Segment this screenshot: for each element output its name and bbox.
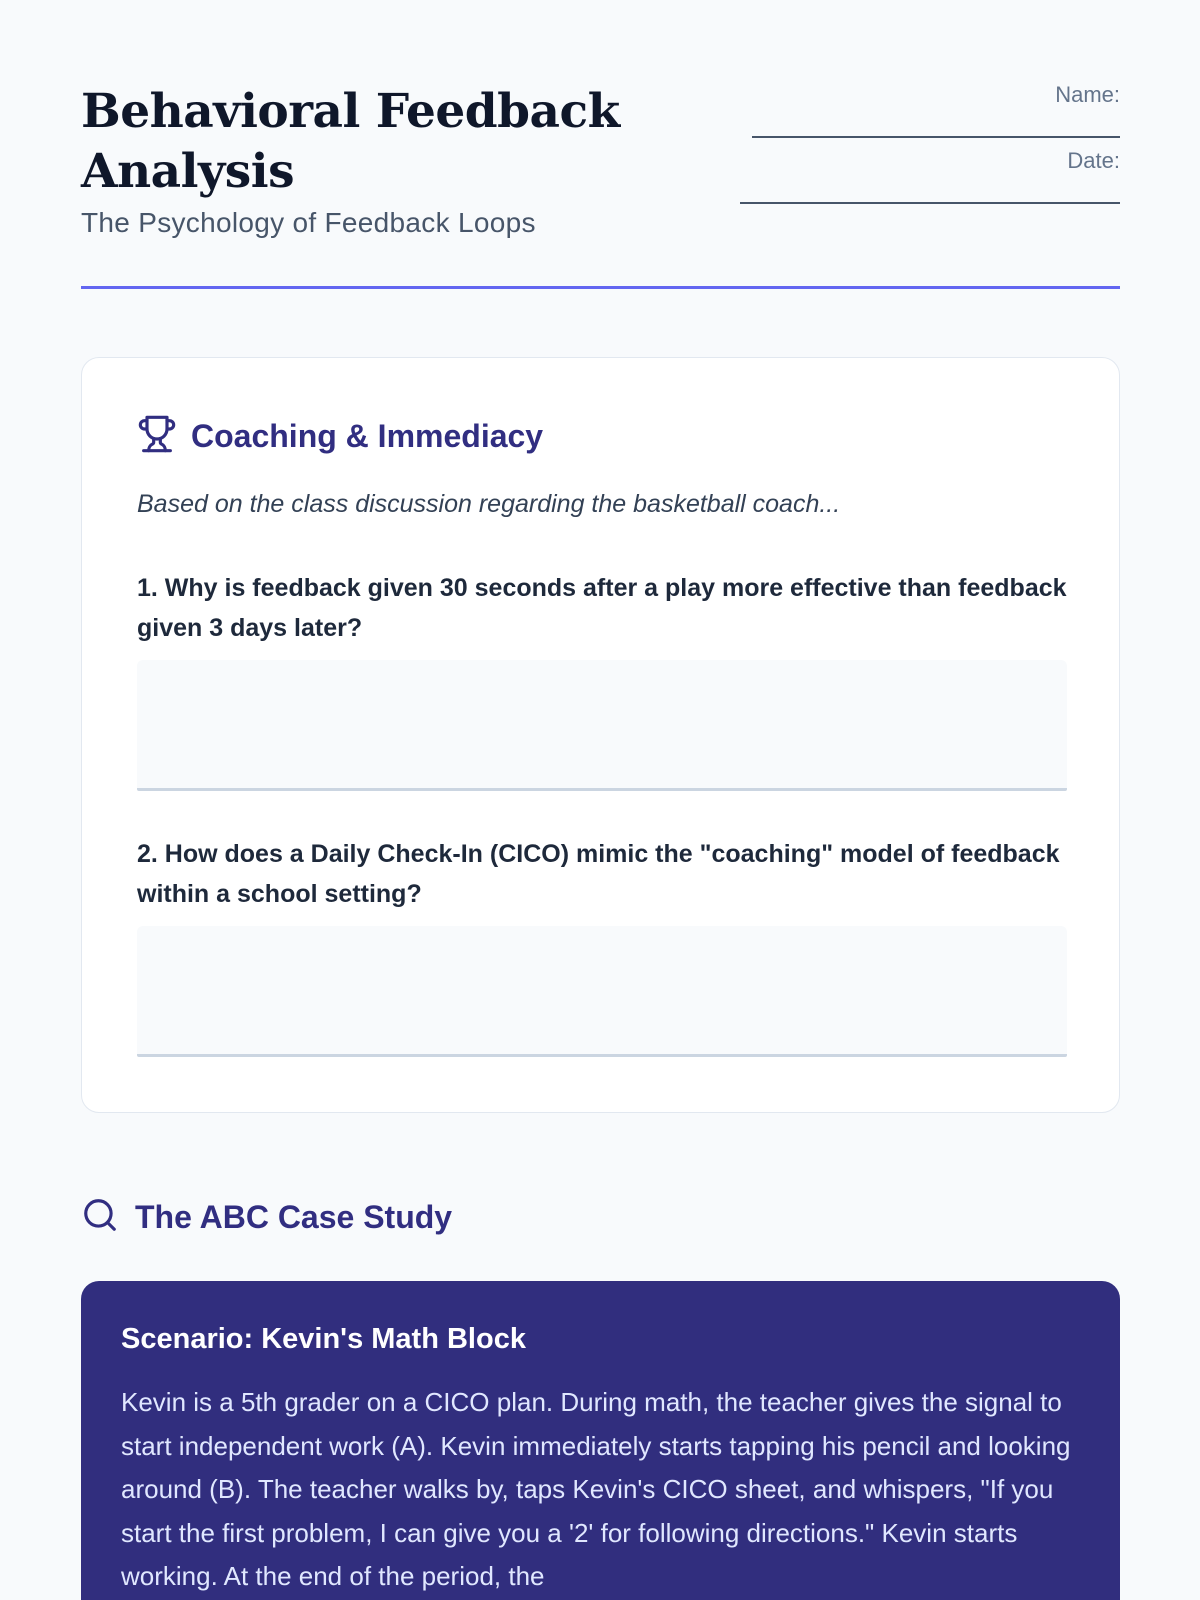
page-title: Behavioral Feedback Analysis: [81, 84, 620, 199]
header-divider: [81, 286, 1120, 289]
date-field-line[interactable]: [740, 202, 1120, 204]
coaching-card-header: [137, 414, 543, 459]
coaching-intro: Based on the class discussion regarding the basketball coach...: [137, 490, 841, 518]
question-2: 2. How does a Daily Check-In (CICO) mimic the "coaching" model of feedback within a school setting?: [137, 840, 1060, 908]
page-subtitle: The Psychology of Feedback Loops: [81, 207, 536, 238]
scenario-title: Scenario: Kevin's Math Block: [121, 1323, 526, 1355]
answer-1-field[interactable]: [137, 660, 1067, 791]
date-label: Date:: [1067, 148, 1120, 173]
answer-2-field[interactable]: [137, 926, 1067, 1057]
scenario-text: Kevin is a 5th grader on a CICO plan. During math, the teacher gives the signal to start independent work (A). Kevin immediately starts tapping his pencil and looking around (B). The teacher walks by, taps Kevin's CICO sheet, and whispers, "If you start the first problem, I can give you a '2' for following directions." Kevin starts working. At the end of the period, the: [121, 1387, 1071, 1591]
scenario-box: [81, 1281, 1120, 1600]
question-1: 1. Why is feedback given 30 seconds after a play more effective than feedback given 3 days later?: [137, 574, 1067, 642]
coaching-card: [81, 357, 1120, 1113]
name-field-line[interactable]: [752, 136, 1120, 138]
worksheet-header: [81, 82, 1120, 290]
case-study-title: The ABC Case Study: [135, 1199, 453, 1235]
case-study-header: [81, 1196, 452, 1239]
search-icon: [81, 1196, 119, 1239]
coaching-section-title: Coaching & Immediacy: [191, 418, 544, 454]
trophy-icon: [137, 414, 177, 459]
name-label: Name:: [1055, 82, 1120, 107]
